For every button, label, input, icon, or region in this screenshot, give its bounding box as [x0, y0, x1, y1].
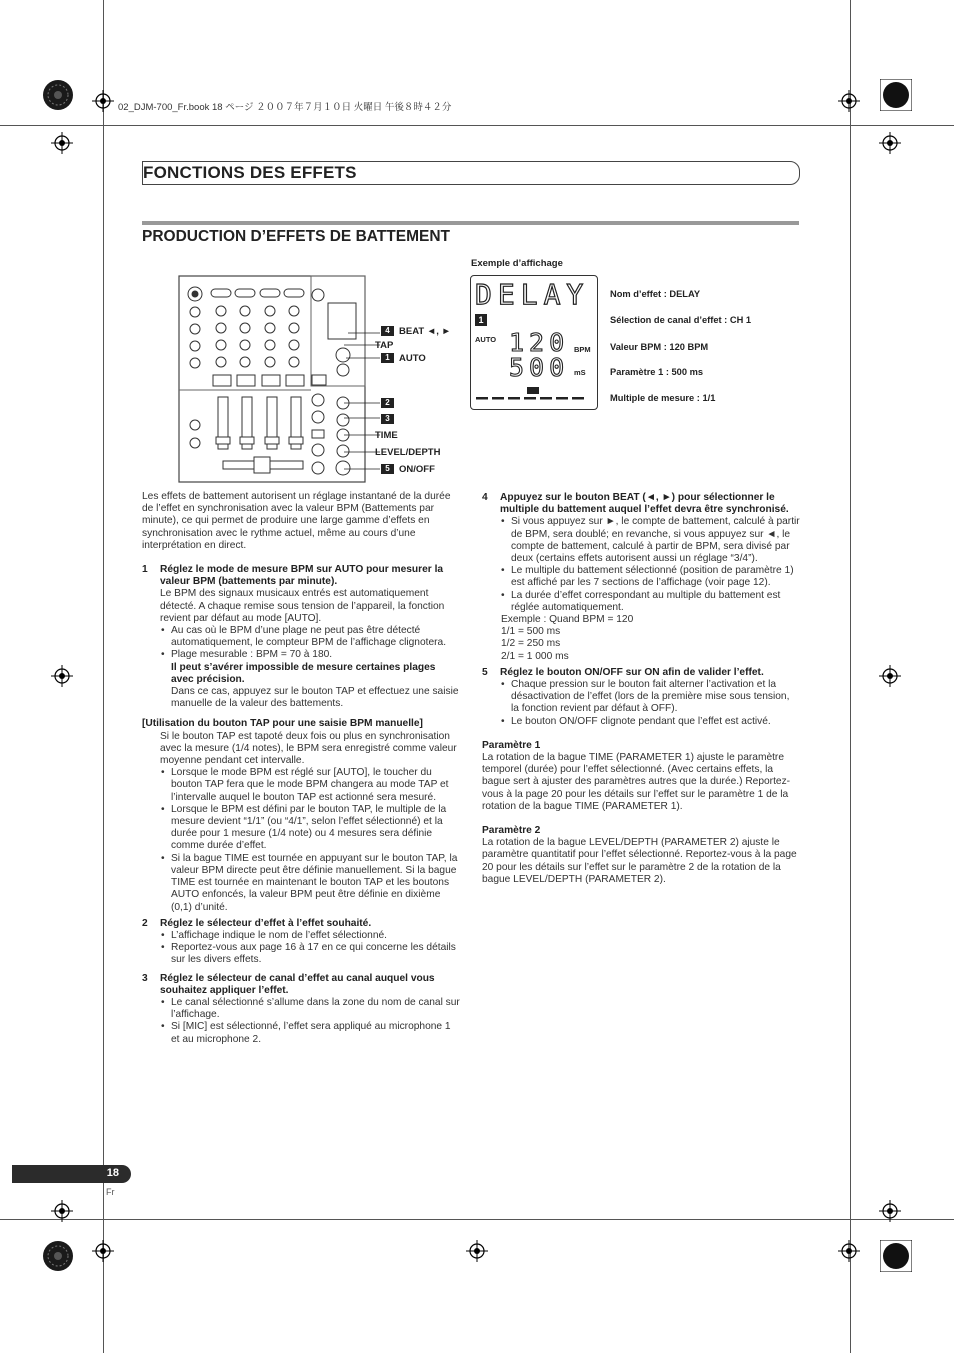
lcd-label-multiple: Multiple de mesure : 1/1: [610, 393, 716, 403]
color-target-icon: [880, 79, 912, 111]
color-target-icon: [42, 1240, 74, 1272]
crop-line-bottom: [0, 1219, 954, 1220]
lcd-bpm-value: 120: [509, 328, 570, 357]
beat-label: BEAT ◄, ►: [399, 326, 451, 337]
lcd-label-param1: Paramètre 1 : 500 ms: [610, 367, 704, 377]
callout-3: [381, 414, 399, 425]
registration-mark-icon: [466, 1240, 488, 1262]
lcd-param-unit: mS: [574, 368, 586, 377]
param1-body: La rotation de la bague TIME (PARAMETER 1) ajuste le paramètre temporel (durée) pour l’effet sélectionné. (Avec certains effets, la bague sert à ajuster des paramètres autres que la durée.) Reportez-vous à la page 20 pour les détails sur l’effet sur le paramètre 1 de la rotation de la bague TIME (PARAMETER 1).: [482, 752, 791, 812]
section-divider: [142, 221, 799, 225]
page-number-badge: [12, 1165, 131, 1183]
step-3: [142, 973, 460, 997]
callout-time: [375, 430, 398, 441]
step-1-body: Le BPM des signaux musicaux entrés est automatiquement détecté. A chaque remise sous tension de l’appareil, la fonction revient par défaut au mode [AUTO].: [160, 588, 445, 624]
callout-leaders: [330, 325, 380, 475]
registration-mark-icon: [92, 1240, 114, 1262]
color-target-icon: [880, 1240, 912, 1272]
intro-paragraph: Les effets de battement autorisent un réglage instantané de la durée de l’effet en synchronisation avec la valeur BPM (Battements par minute), ce qui permet de produire une large gamme d’effets en synchronisation avec le rythme actuel, même au cours d’une interprétation en direct.: [142, 491, 451, 551]
color-target-icon: [42, 79, 74, 111]
registration-mark-icon: [51, 132, 73, 154]
step-5-title: Réglez le bouton ON/OFF sur ON afin de valider l’effet.: [500, 666, 764, 678]
step-4: [482, 492, 800, 516]
tap-body: Si le bouton TAP est tapoté deux fois ou plus en synchronisation avec la mesure (1/4 notes), le BPM sera enregistré comme valeur moyenne pendant cet intervalle.: [160, 730, 457, 767]
chapter-title-bar: [142, 161, 800, 185]
language-code: Fr: [106, 1187, 115, 1197]
example-line: Exemple : Quand BPM = 120: [501, 614, 634, 626]
registration-mark-icon: [51, 665, 73, 687]
step-2-bullet-1: • L’affichage indique le nom de l’effet sélectionné.: [142, 930, 460, 942]
step-number: 4: [482, 492, 488, 503]
step-1-warning-tail: Dans ce cas, appuyez sur le bouton TAP et effectuez une saisie manuelle de la valeur des battements.: [171, 686, 459, 710]
param2-title: Paramètre 2: [482, 825, 541, 837]
crop-line-left: [103, 0, 104, 1353]
step-3-bullet-2: • Si [MIC] est sélectionné, l’effet sera appliqué au microphone 1 et au microphone 2.: [142, 1021, 460, 1045]
auto-label: AUTO: [399, 353, 426, 364]
lcd-bpm-unit: BPM: [574, 345, 591, 354]
badge-2: 2: [381, 398, 394, 408]
tap-bullet-3: • Si la bague TIME est tournée en appuyant sur le bouton TAP, la valeur BPM directe peut être définie manuellement. Si la bague TIME est tournée en maintenant le bouton TAP et les boutons AUTO enfoncés, la valeur BPM peut être définie en dixième (0,1) d’unité.: [142, 853, 460, 914]
example-line: 1/1 = 500 ms: [501, 626, 561, 638]
print-file-info: 02_DJM-700_Fr.book 18 ページ ２００７年７月１０日 火曜日 午後８時４２分: [118, 102, 452, 113]
lcd-display: [470, 275, 598, 410]
tap-bullet-1: • Lorsque le mode BPM est réglé sur [AUTO], le toucher du bouton TAP fera que le mode BPM changera au mode TAP et l’intervalle auquel le bouton TAP est actionné sera mesuré.: [142, 767, 460, 804]
step-1-warning: Il peut s’avérer impossible de mesure certaines plages avec précision.: [171, 661, 436, 685]
param2-body: La rotation de la bague LEVEL/DEPTH (PARAMETER 2) ajuste le paramètre quantitatif pour l’effet sélectionné. Reportez-vous à la page 20 pour les détails sur l’effet sur le paramètre 2 de la rotation de la bague LEVEL/DEPTH (PARAMETER 2).: [482, 837, 797, 885]
lcd-channel: 1: [475, 314, 487, 326]
step-1-bullet-1: • Au cas où le BPM d’une plage ne peut pas être détecté automatiquement, le compteur BPM de l’affichage clignotera.: [142, 625, 460, 649]
tap-heading: [Utilisation du bouton TAP pour une saisie BPM manuelle]: [142, 718, 423, 730]
lcd-param-value: 500: [509, 353, 570, 382]
registration-mark-icon: [838, 90, 860, 112]
step-2: [142, 918, 460, 930]
chapter-title: FONCTIONS DES EFFETS: [143, 163, 357, 182]
step-5-bullet-1: • Chaque pression sur le bouton fait alterner l’activation et la désactivation de l’effet (lors de la première mise sous tension, la fonction revient par défaut à OFF).: [482, 679, 800, 716]
registration-mark-icon: [838, 1240, 860, 1262]
step-3-title: Réglez le sélecteur de canal d’effet au canal auquel vous souhaitez appliquer l’effet.: [160, 972, 435, 996]
step-number: 3: [142, 972, 148, 984]
callout-level: [375, 447, 440, 458]
level-label: LEVEL/DEPTH: [375, 447, 441, 458]
lcd-label-bpm: Valeur BPM : 120 BPM: [610, 342, 709, 352]
lcd-label-channel: Sélection de canal d’effet : CH 1: [610, 315, 752, 325]
badge-3: 3: [381, 414, 394, 424]
tap-label: TAP: [375, 340, 394, 351]
registration-mark-icon: [879, 665, 901, 687]
section-title: PRODUCTION D’EFFETS DE BATTEMENT: [142, 228, 450, 245]
step-number: 1: [142, 564, 148, 576]
callout-tap: [375, 340, 393, 351]
step-2-bullet-2: • Reportez-vous aux page 16 à 17 en ce qui concerne les détails sur les divers effets.: [142, 942, 460, 966]
step-2-title: Réglez le sélecteur d’effet à l’effet souhaité.: [160, 917, 372, 929]
step-number: 2: [142, 917, 148, 929]
registration-mark-icon: [879, 1200, 901, 1222]
step-1-title: Réglez le mode de mesure BPM sur AUTO pour mesurer la valeur BPM (battements par minute).: [160, 564, 444, 588]
param1-title: Paramètre 1: [482, 739, 541, 751]
step-4-bullet-2: • Le multiple du battement sélectionné (position de paramètre 1) est affiché par les 7 sections de l’affichage (voir page 12).: [482, 565, 800, 589]
page-number: 18: [106, 1167, 119, 1179]
step-number: 5: [482, 666, 488, 678]
step-1: [142, 564, 460, 588]
callout-2: [381, 398, 399, 409]
lcd-beat-segments: [476, 397, 592, 401]
step-1-bullet-2: • Plage mesurable : BPM = 70 à 180.: [142, 649, 460, 661]
tap-bullet-2: • Lorsque le BPM est défini par le bouton TAP, le multiple de la mesure devient “1/1” (ou “4/1”, selon l’effet sélectionné) et la durée pour 1 mesure (1/4 note) ou 4 mesures sera définie comme durée d’effet.: [142, 804, 460, 853]
badge-5: 5: [381, 464, 394, 474]
callout-onoff: [381, 464, 435, 475]
badge-1: 1: [381, 353, 394, 363]
lcd-beat-indicator: [527, 387, 539, 394]
step-3-bullet-1: • Le canal sélectionné s’allume dans la zone du nom de canal sur l’affichage.: [142, 997, 460, 1021]
lcd-auto: AUTO: [475, 335, 497, 344]
time-label: TIME: [375, 430, 398, 441]
registration-mark-icon: [51, 1200, 73, 1222]
crop-line-right: [850, 0, 851, 1353]
callout-beat: [381, 326, 451, 337]
left-column: [142, 491, 460, 1046]
registration-mark-icon: [92, 90, 114, 112]
step-5: [482, 667, 800, 679]
display-caption: Exemple d’affichage: [471, 258, 563, 269]
badge-4: 4: [381, 326, 394, 336]
step-5-bullet-2: • Le bouton ON/OFF clignote pendant que l’effet est activé.: [482, 716, 800, 728]
step-4-bullet-1: • Si vous appuyez sur ►, le compte de battement, calculé à partir de BPM, sera doublé; en revanche, si vous appuyez sur ◄, le compte de battement, calculé à partir de BPM, sera divisé par deux (certains effets autorisent aussi un réglage “3/4”).: [482, 516, 800, 565]
crop-line-top: [0, 125, 954, 126]
example-line: 2/1 = 1 000 ms: [501, 650, 569, 662]
step-4-bullet-3: • La durée d’effet correspondant au multiple du battement est réglée automatiquement.: [482, 590, 800, 614]
right-column: [482, 492, 800, 886]
step-4-title: Appuyez sur le bouton BEAT (◄, ►) pour sélectionner le multiple du battement auquel l’effet devra être synchronisé.: [500, 492, 789, 516]
onoff-label: ON/OFF: [399, 464, 435, 475]
lcd-effect-name: DELAY: [475, 278, 590, 311]
callout-auto: [381, 353, 426, 364]
lcd-label-effect: Nom d’effet : DELAY: [610, 289, 701, 299]
registration-mark-icon: [879, 132, 901, 154]
example-line: 1/2 = 250 ms: [501, 638, 561, 650]
